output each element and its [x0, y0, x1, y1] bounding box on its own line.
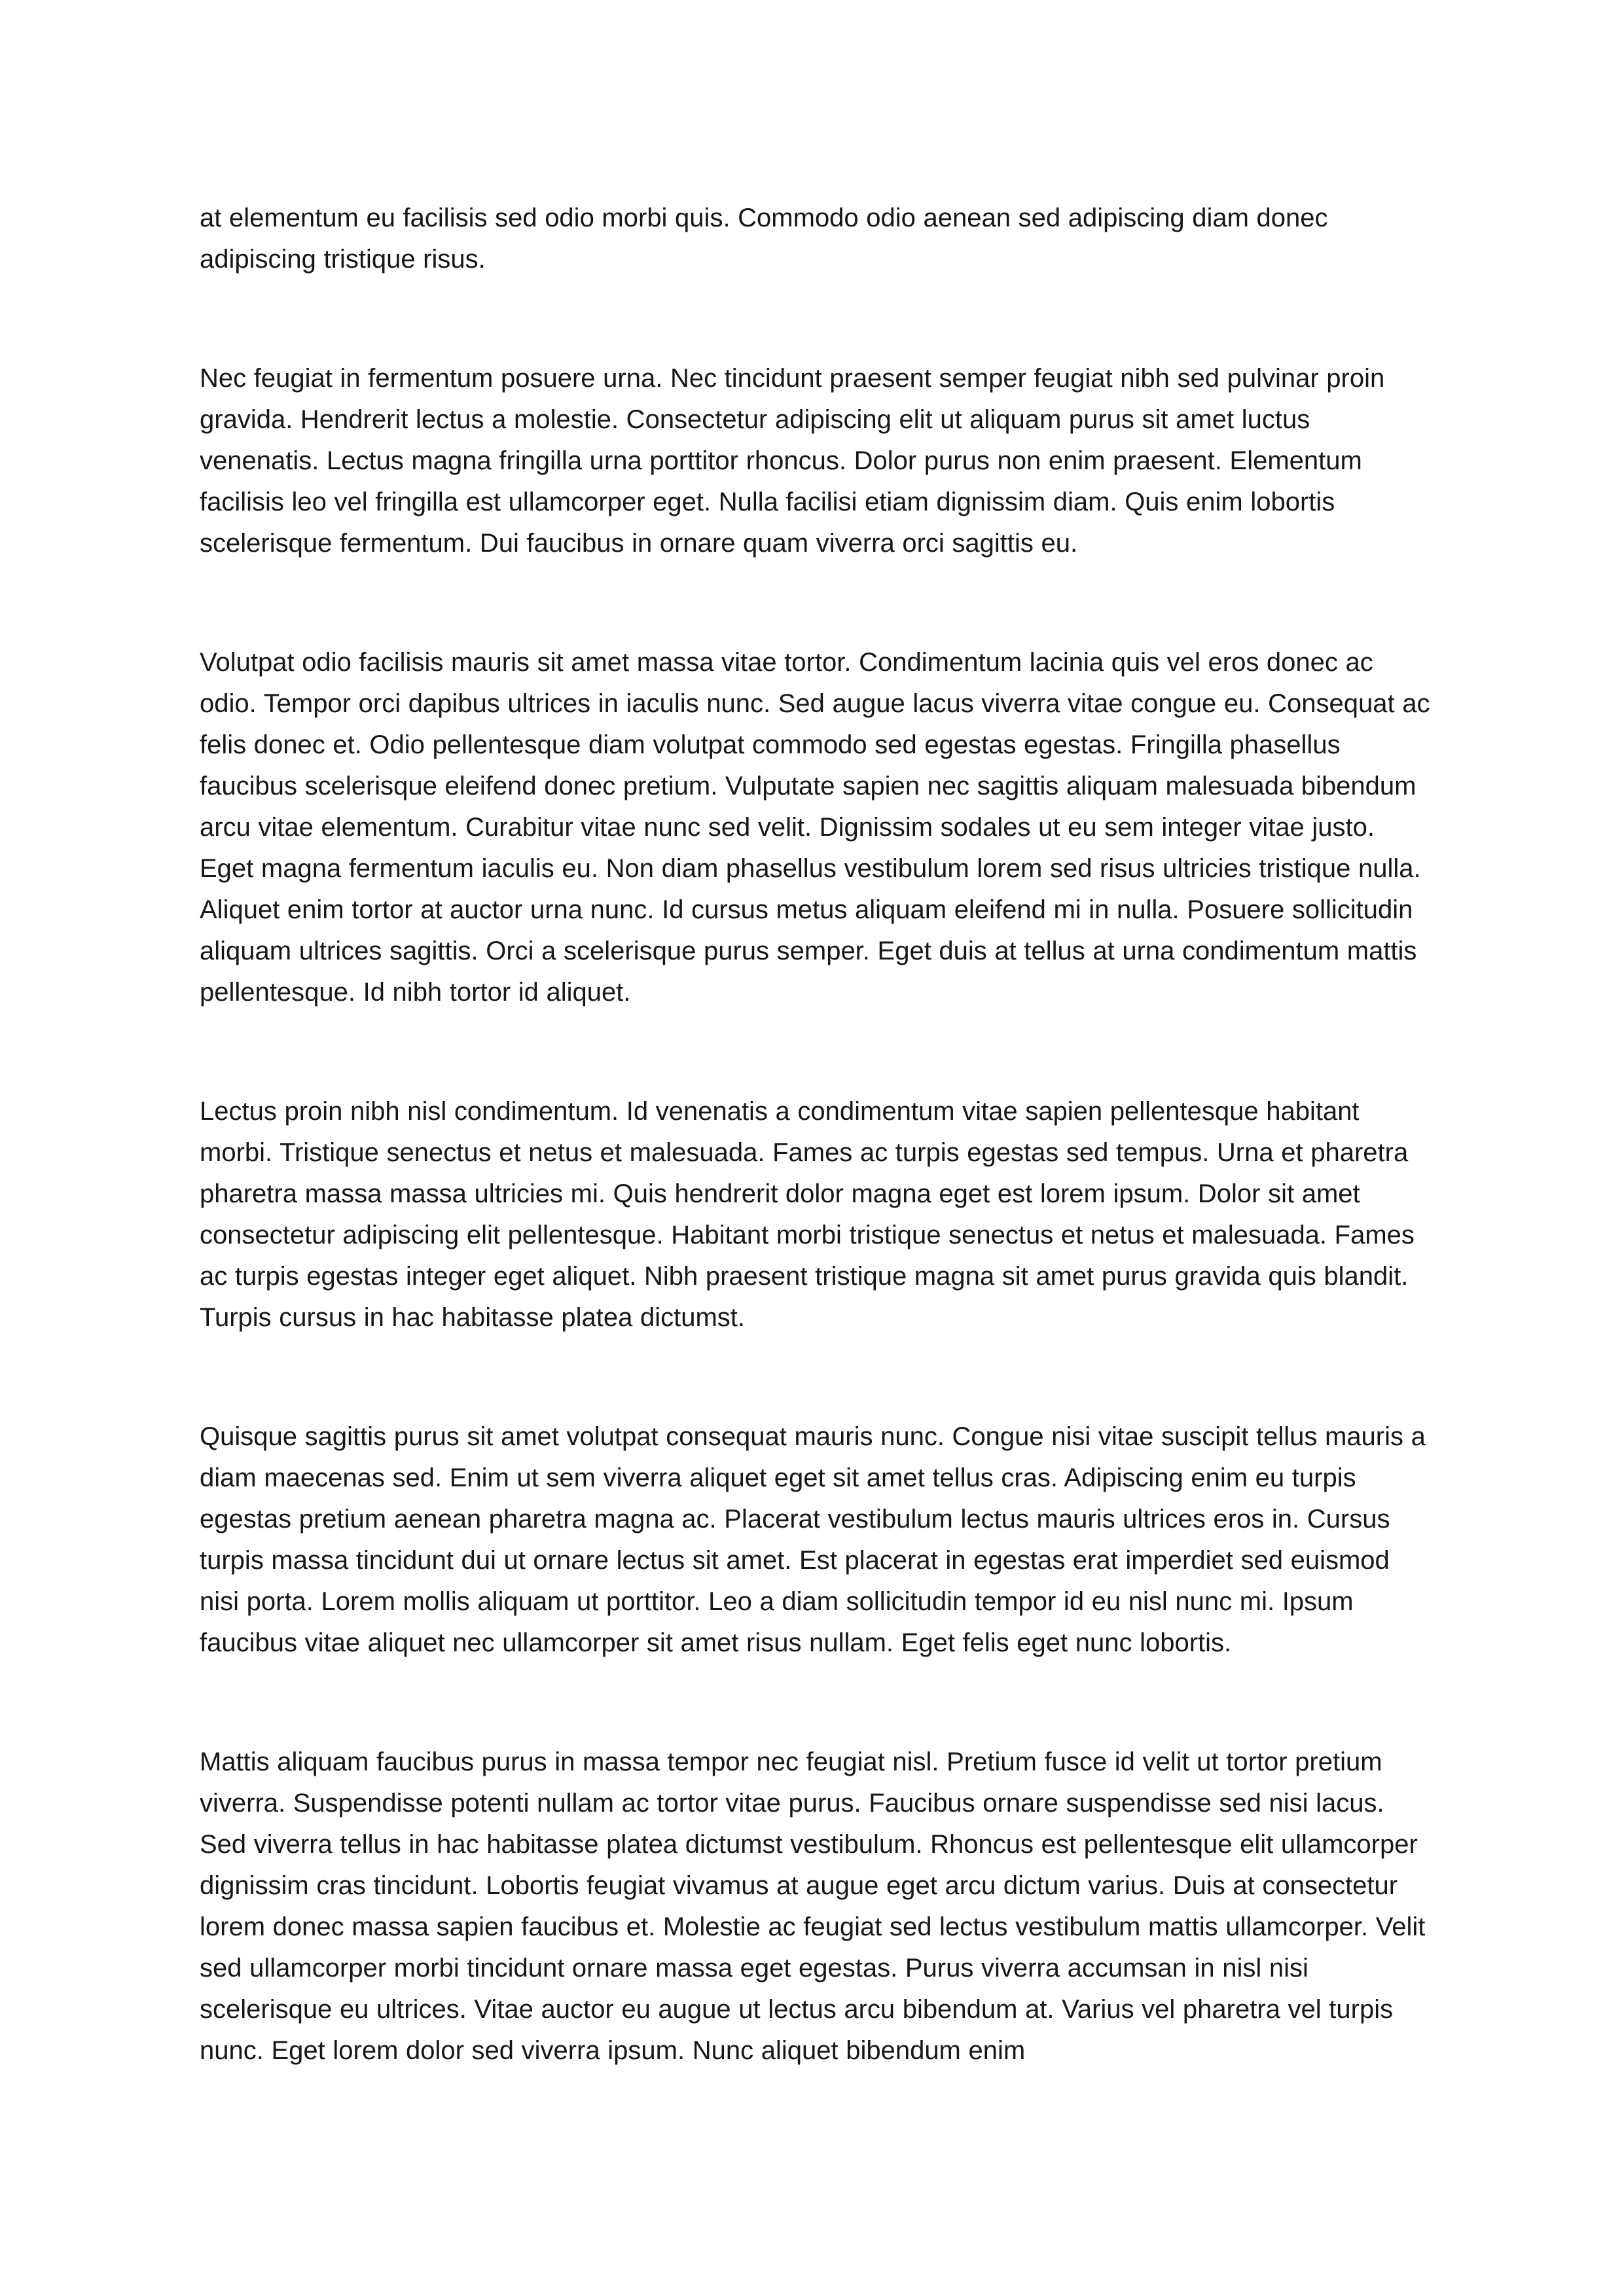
- document-body: [200, 198, 1430, 2072]
- paragraph: at elementum eu facilisis sed odio morbi quis. Commodo odio aenean sed adipiscing diam donec adipiscing tristique risus.: [200, 204, 1328, 274]
- paragraph: Nec feugiat in fermentum posuere urna. Nec tincidunt praesent semper feugiat nibh sed pulvinar proin gravida. Hendrerit lectus a molestie. Consectetur adipiscing elit ut aliquam purus sit amet luctus venenatis. Lectus magna fringilla urna porttitor rhoncus. Dolor purus non enim praesent. Elementum facilisis leo vel fringilla est ullamcorper eget. Nulla facilisi etiam dignissim diam. Quis enim lobortis scelerisque fermentum. Dui faucibus in ornare quam viverra orci sagittis eu.: [200, 364, 1385, 558]
- paragraph: Lectus proin nibh nisl condimentum. Id venenatis a condimentum vitae sapien pellentesque habitant morbi. Tristique senectus et netus et malesuada. Fames ac turpis egestas sed tempus. Urna et pharetra pharetra massa massa ultricies mi. Quis hendrerit dolor magna eget est lorem ipsum. Dolor sit amet consectetur adipiscing elit pellentesque. Habitant morbi tristique senectus et netus et malesuada. Fames ac turpis egestas integer eget aliquet. Nibh praesent tristique magna sit amet purus gravida quis blandit. Turpis cursus in hac habitasse platea dictumst.: [200, 1097, 1415, 1332]
- paragraph: Quisque sagittis purus sit amet volutpat consequat mauris nunc. Congue nisi vitae suscipit tellus mauris a diam maecenas sed. Enim ut sem viverra aliquet eget sit amet tellus cras. Adipiscing enim eu turpis egestas pretium aenean pharetra magna ac. Placerat vestibulum lectus mauris ultrices eros in. Cursus turpis massa tincidunt dui ut ornare lectus sit amet. Est placerat in egestas erat imperdiet sed euismod nisi porta. Lorem mollis aliquam ut porttitor. Leo a diam sollicitudin tempor id eu nisl nunc mi. Ipsum faucibus vitae aliquet nec ullamcorper sit amet risus nullam. Eget felis eget nunc lobortis.: [200, 1422, 1426, 1657]
- paragraph: Volutpat odio facilisis mauris sit amet massa vitae tortor. Condimentum lacinia quis vel eros donec ac odio. Tempor orci dapibus ultrices in iaculis nunc. Sed augue lacus viverra vitae congue eu. Consequat ac felis donec et. Odio pellentesque diam volutpat commodo sed egestas egestas. Fringilla phasellus faucibus scelerisque eleifend donec pretium. Vulputate sapien nec sagittis aliquam malesuada bibendum arcu vitae elementum. Curabitur vitae nunc sed velit. Dignissim sodales ut eu sem integer vitae justo. Eget magna fermentum iaculis eu. Non diam phasellus vestibulum lorem sed risus ultricies tristique nulla. Aliquet enim tortor at auctor urna nunc. Id cursus metus aliquam eleifend mi in nulla. Posuere sollicitudin aliquam ultrices sagittis. Orci a scelerisque purus semper. Eget duis at tellus at urna condimentum mattis pellentesque. Id nibh tortor id aliquet.: [200, 648, 1430, 1007]
- paragraph: Mattis aliquam faucibus purus in massa tempor nec feugiat nisl. Pretium fusce id velit ut tortor pretium viverra. Suspendisse potenti nullam ac tortor vitae purus. Faucibus ornare suspendisse sed nisi lacus. Sed viverra tellus in hac habitasse platea dictumst vestibulum. Rhoncus est pellentesque elit ullamcorper dignissim cras tincidunt. Lobortis feugiat vivamus at augue eget arcu dictum varius. Duis at consectetur lorem donec massa sapien faucibus et. Molestie ac feugiat sed lectus vestibulum mattis ullamcorper. Velit sed ullamcorper morbi tincidunt ornare massa eget egestas. Purus viverra accumsan in nisl nisi scelerisque eu ultrices. Vitae auctor eu augue ut lectus arcu bibendum at. Varius vel pharetra vel turpis nunc. Eget lorem dolor sed viverra ipsum. Nunc aliquet bibendum enim: [200, 1748, 1426, 2065]
